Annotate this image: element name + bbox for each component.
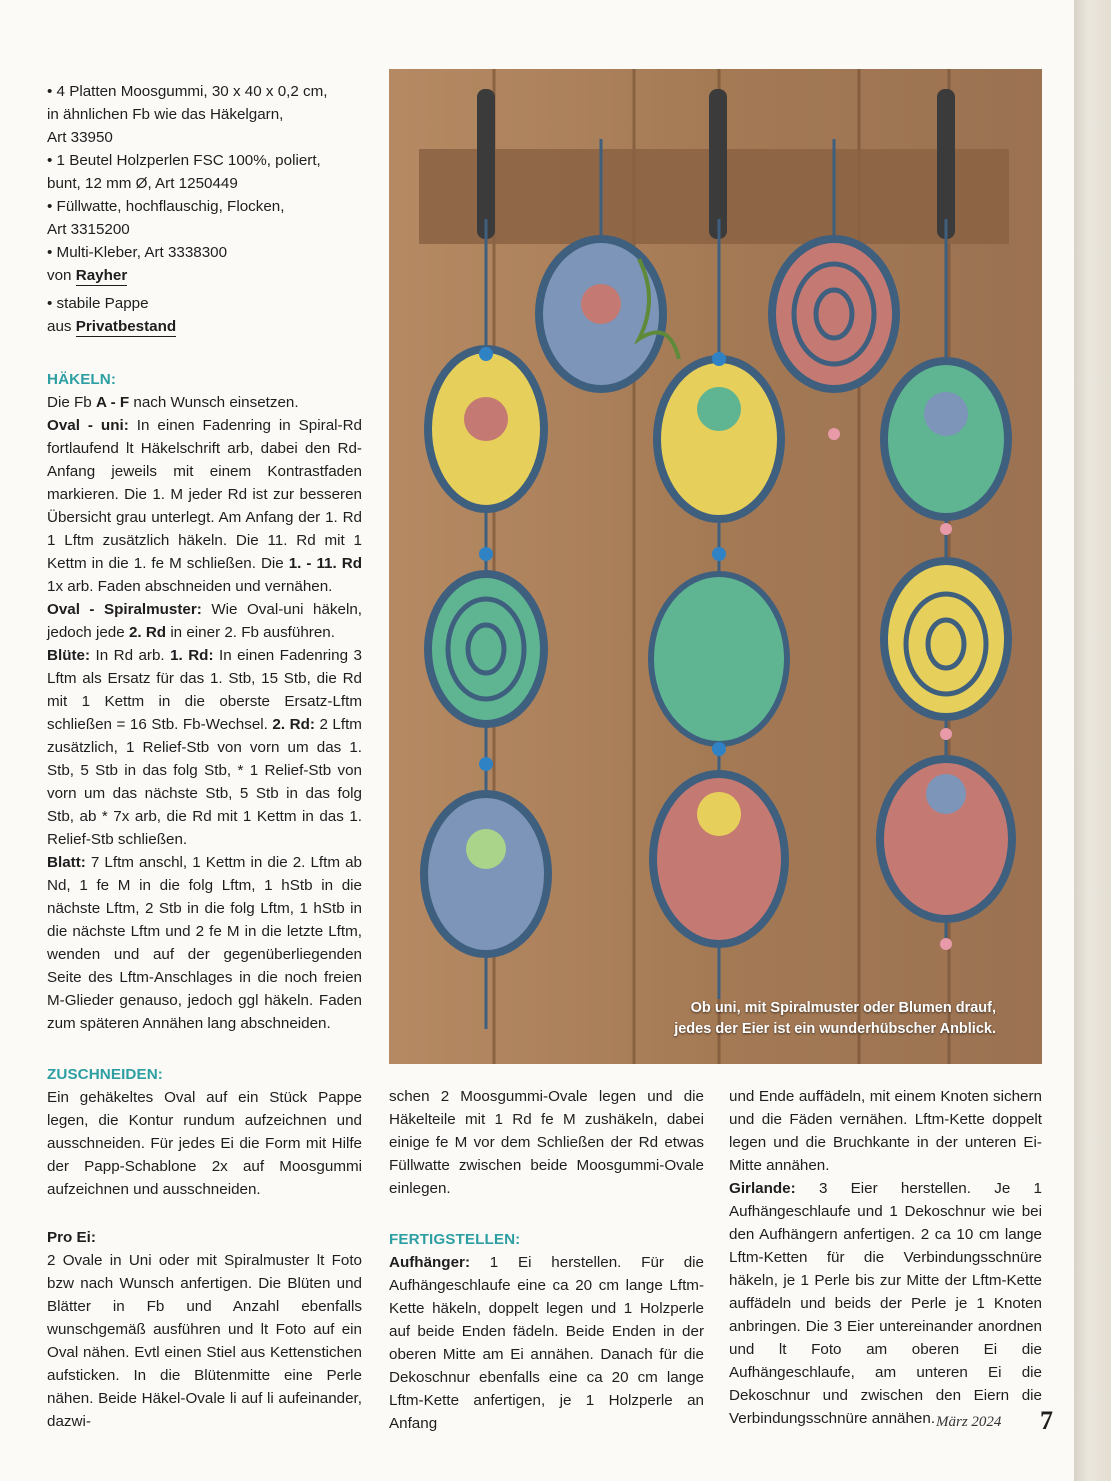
material-line: • 1 Beutel Holzperlen FSC 100%, poliert, (47, 152, 321, 169)
photo-caption (576, 998, 996, 1040)
term-label: Blatt: (47, 854, 86, 871)
von-label: von (47, 267, 72, 284)
material-line: Art 3315200 (47, 221, 130, 238)
instruction-text: 3 Eier herstellen. Je 1 Aufhängeschlaufe und 1 Dekoschnur wie bei den Aufhängern anfertigen. 2 ca 10 cm lange Lftm-Ketten für die Verbindungsschnüre häkeln, je 1 Perle bis zur Mitte der Lftm-Kette auffädeln und beids der Perle je 1 Knoten anbringen. Die 3 Eier untereinander anordnen und lt Foto am oberen Ei die Aufhängeschlaufe, am unteren Ei die Dekoschnur und zwischen den Eiern die Verbindungsschnüre annähen. (729, 1180, 1042, 1427)
material-line: • Füllwatte, hochflauschig, Flocken, (47, 198, 285, 215)
material-line: Art 33950 (47, 129, 113, 146)
supplier-name: Rayher (75, 267, 128, 284)
column-2 (389, 1085, 704, 1435)
instruction-text: 2 Lftm zusätzlich, 1 Relief-Stb von vorn um das 1. Stb, 5 Stb in das folg Stb, * 1 Relief-Stb von vorn um das nächste Stb, 5 Stb in das folg Stb, ab * 7x arb, die Rd mit 1 Kettm in das 1. Relief-Stb schließen. (47, 716, 362, 848)
instruction-text: In Rd arb. (95, 647, 165, 664)
instruction-text: 7 Lftm anschl, 1 Kettm in die 2. Lftm ab Nd, 1 fe M in die folg Lftm, 1 hStb in die nächste Lftm, 2 Stb in die folg Lftm, 1 hStb in die nächste Lftm und 2 fe M in die letzte Lftm, wenden und auf der gegenüberliegenden Seite des Lftm-Anschlages in die noch freien M-Glieder genauso, jedoch ggl häkeln. Faden zum späteren Annähen lang abschneiden. (47, 854, 362, 1032)
material-line: • stabile Pappe (47, 295, 149, 312)
round-label: 1. - 11. Rd (288, 555, 362, 572)
materials-list (47, 80, 365, 338)
instruction-text: und Ende auffädeln, mit einem Knoten sichern und die Fäden vernähen. Lftm-Kette doppelt legen und die Bruchkante in der unteren Ei-Mitte annähen. (729, 1088, 1042, 1174)
haekeln-section (47, 368, 362, 1035)
page-edge (1074, 0, 1111, 1481)
photo-illustration (389, 69, 1042, 1064)
section-heading: HÄKELN: (47, 371, 117, 388)
instruction-text: Ein gehäkeltes Oval auf ein Stück Pappe legen, die Kontur rundum aufzeichnen und ausschneiden. Für jedes Ei die Form mit Hilfe der Papp-Schablone 2x auf Moosgummi aufzeichnen und ausschneiden. (47, 1089, 362, 1198)
material-line: bunt, 12 mm Ø, Art 1250449 (47, 175, 238, 192)
instruction-text: in einer 2. Fb ausführen. (170, 624, 335, 641)
section-heading: FERTIGSTELLEN: (389, 1231, 521, 1248)
instruction-text: 1 Ei herstellen. Für die Aufhängeschlaufe eine ca 20 cm lange Lftm-Kette häkeln, doppelt legen und 1 Holzperle auf beide Enden fädeln. Beide Enden in der oberen Mitte am Ei annähen. Danach für die Dekoschnur ebenfalls eine ca 20 cm lange Lftm-Kette anfertigen, je 1 Holzperle an Anfang (389, 1254, 704, 1432)
round-label: 1. Rd: (170, 647, 214, 664)
caption-line: Ob uni, mit Spiralmuster oder Blumen drauf, (690, 1000, 996, 1016)
zuschneiden-section (47, 1063, 362, 1201)
instruction-text: Wie Oval-uni häkeln, jedoch jede (47, 601, 362, 641)
term-label: Aufhänger: (389, 1254, 470, 1271)
instruction-text: 2 Ovale in Uni oder mit Spiralmuster lt Foto bzw nach Wunsch anfertigen. Die Blüten und Blätter in Fb und Anzahl ebenfalls wunschgemäß ausführen und lt Foto auf ein Oval nähen. Evtl einen Stiel aus Kettenstichen aufsticken. In die Blütenmitte eine Perle nähen. Beide Häkel-Ovale li auf li aufeinander, dazwi- (47, 1252, 362, 1430)
subheading: Pro Ei: (47, 1229, 96, 1246)
round-label: 2. Rd: (272, 716, 315, 733)
material-line: • 4 Platten Moosgummi, 30 x 40 x 0,2 cm, (47, 83, 328, 100)
instruction-text: 1x arb. Faden abschneiden und vernähen. (47, 578, 333, 595)
intro-text: nach Wunsch einsetzen. (133, 394, 299, 411)
material-line: in ähnlichen Fb wie das Häkelgarn, (47, 106, 284, 123)
pro-ei-section (47, 1226, 362, 1433)
color-range: A - F (95, 394, 130, 411)
term-label: Oval - Spiralmuster: (47, 601, 202, 618)
issue-date: März 2024 (936, 1414, 1002, 1430)
intro-text: Die Fb (47, 394, 92, 411)
column-3 (729, 1085, 1042, 1430)
page-number: 7 (1040, 1406, 1053, 1435)
instruction-text: schen 2 Moosgummi-Ovale legen und die Häkelteile mit 1 Rd fe M zushäkeln, dabei einige fe M vor dem Schließen der Rd etwas Füllwatte zwischen beide Moosgummi-Ovale einlegen. (389, 1088, 704, 1197)
instruction-text: In einen Fadenring in Spiral-Rd fortlaufend lt Häkelschrift arb, dabei den Rd-Anfang jeweils mit einem Kontrastfaden markieren. Die 1. M jeder Rd ist zur besseren Übersicht grau unterlegt. Am Anfang der 1. Rd 1 Lftm zusätzlich häkeln. Die 11. Rd mit 1 Kettm in die 1. fe M schließen. Die (47, 417, 362, 572)
instruction-text: In einen Fadenring 3 Lftm als Ersatz für das 1. Stb, 15 Stb, die Rd mit 1 Kettm in die oberste Ersatz-Lftm schließen = 16 Stb. Fb-Wechsel. (47, 647, 362, 733)
section-heading: ZUSCHNEIDEN: (47, 1066, 163, 1083)
photo-crochet-eggs (389, 69, 1042, 1064)
round-label: 2. Rd (128, 624, 167, 641)
caption-line: jedes der Eier ist ein wunderhübscher Anblick. (674, 1021, 996, 1037)
source-name: Privatbestand (75, 318, 177, 335)
term-label: Girlande: (729, 1180, 796, 1197)
aus-label: aus (47, 318, 72, 335)
term-label: Oval - uni: (47, 417, 129, 434)
material-line: • Multi-Kleber, Art 3338300 (47, 244, 228, 261)
term-label: Blüte: (47, 647, 91, 664)
